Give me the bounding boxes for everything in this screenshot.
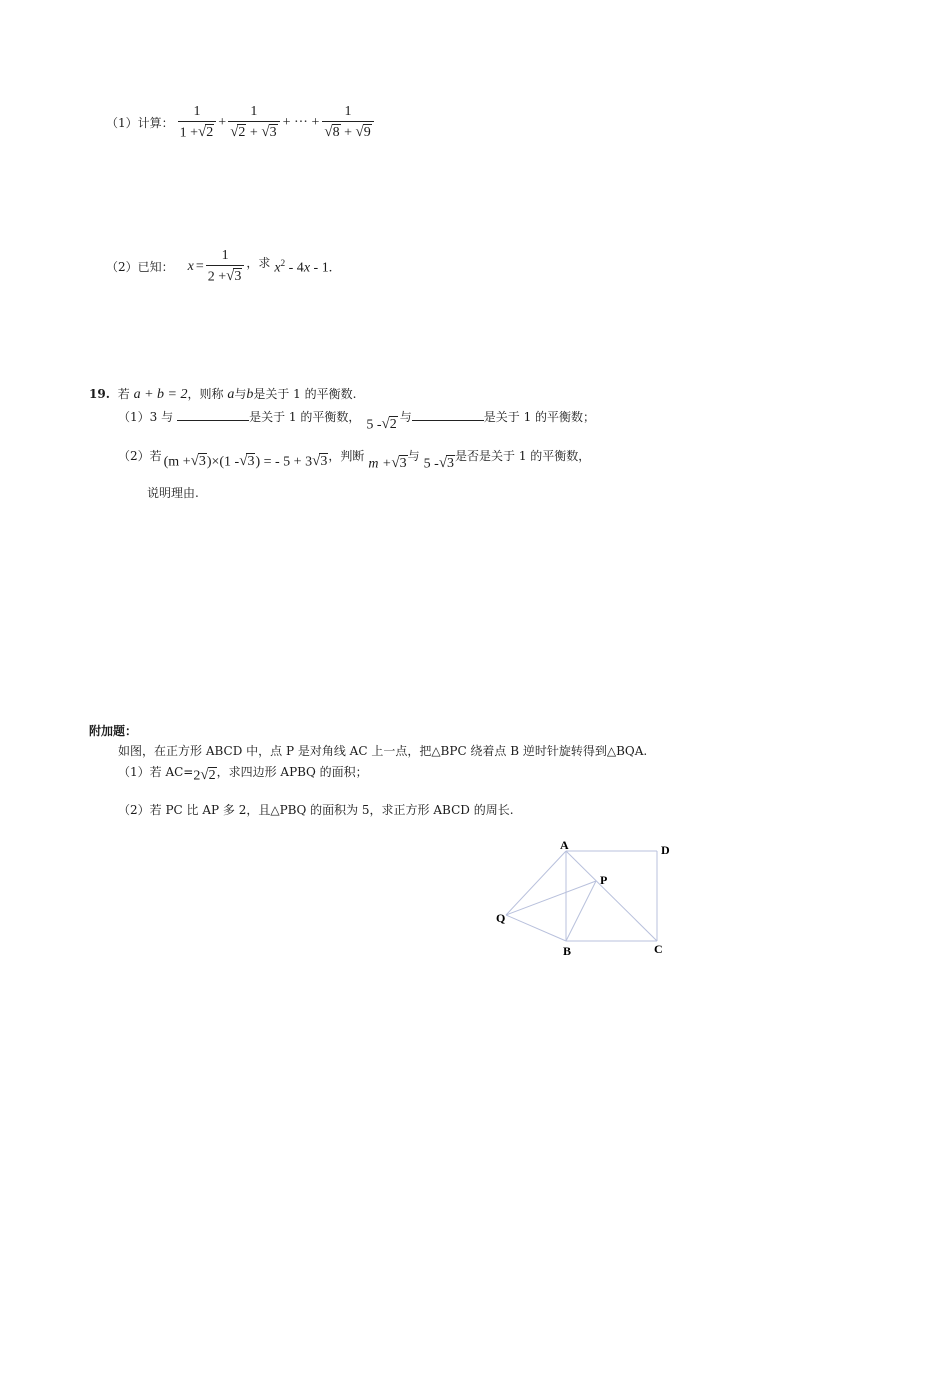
figure-lines <box>506 851 657 941</box>
line-qa <box>506 851 566 915</box>
q19-part1: （1）3 与 是关于 1 的平衡数， 5 - √ 2 与 是关于 1 的平衡数； <box>118 410 596 433</box>
extra-part2: （2）若 PC 比 AP 多 2，且△PBQ 的面积为 5，求正方形 ABCD 的周长. <box>118 803 514 817</box>
fraction-1: 1 1 + √ 2 <box>178 104 217 141</box>
q19-part1-expression: 5 - √ 2 <box>366 416 397 433</box>
question-number: 19. <box>89 387 110 401</box>
geometry-figure <box>490 835 680 965</box>
label-a: A <box>560 838 569 852</box>
q19-part2-expr2: 5 - √ 3 <box>423 455 455 472</box>
extra-title: 附加题： <box>89 724 138 738</box>
label-q: Q <box>496 911 506 925</box>
q19-part2-condition: (m + √ 3 )×(1 - √ 3 ) = - 5 + 3 √ 3 <box>163 453 328 470</box>
line-qb <box>506 915 566 941</box>
q19-part2: （2）若 (m + √ 3 )×(1 - √ 3 ) = - 5 + 3 √ 3 ，判断 m + √ 3 与 5 - √ 3 是否是关于 1 的平衡数， <box>118 449 591 472</box>
q19-intro: 19. 若 a + b = 2，则称 a与b是关于 1 的平衡数. <box>89 387 357 402</box>
label-b: B <box>563 944 572 958</box>
fraction-2: 1 √ 2 + √ 3 <box>228 104 279 141</box>
fraction-x: 1 2 + √ 3 <box>206 248 245 285</box>
line-ac <box>566 851 657 941</box>
q18-part2-label: （2）已知： <box>106 260 174 275</box>
q18-part1 <box>106 104 374 141</box>
q18-part2-target: $x^2 - 4x - 1$. <box>274 258 333 276</box>
answer-blank-2[interactable] <box>412 408 484 421</box>
q19-part2-expr1: m + √ 3 <box>368 455 407 472</box>
q18-part2-given: x = 1 2 + √ 3 <box>188 248 245 285</box>
label-d: D <box>661 843 670 857</box>
label-c: C <box>654 942 663 956</box>
extra-part1-expression: 2 √ 2 <box>193 767 216 784</box>
line-qp <box>506 881 596 915</box>
line-pb <box>566 881 596 941</box>
q18-part1-label: （1）计算： <box>106 116 174 131</box>
fraction-3: 1 √ 8 + √ 9 <box>322 104 373 141</box>
extra-intro: 如图，在正方形 ABCD 中，点 P 是对角线 AC 上一点，把△BPC 绕着点 B 逆时针旋转得到△BQA. <box>118 744 648 758</box>
q18-part1-expression: 1 1 + √ 2 + 1 √ 2 + √ 3 + ··· + 1 √ 8 + √ 9 <box>178 104 374 141</box>
extra-part1: （1）若 AC= 2 √ 2 ，求四边形 APBQ 的面积； <box>118 765 368 784</box>
answer-blank-1[interactable] <box>177 408 249 421</box>
label-p: P <box>600 873 608 887</box>
q19-part2-line2: 说明理由. <box>147 486 199 500</box>
q18-part2: （2）已知： x = 1 2 + √ 3 ，求 $x^2 - 4x - 1$. <box>106 248 333 285</box>
